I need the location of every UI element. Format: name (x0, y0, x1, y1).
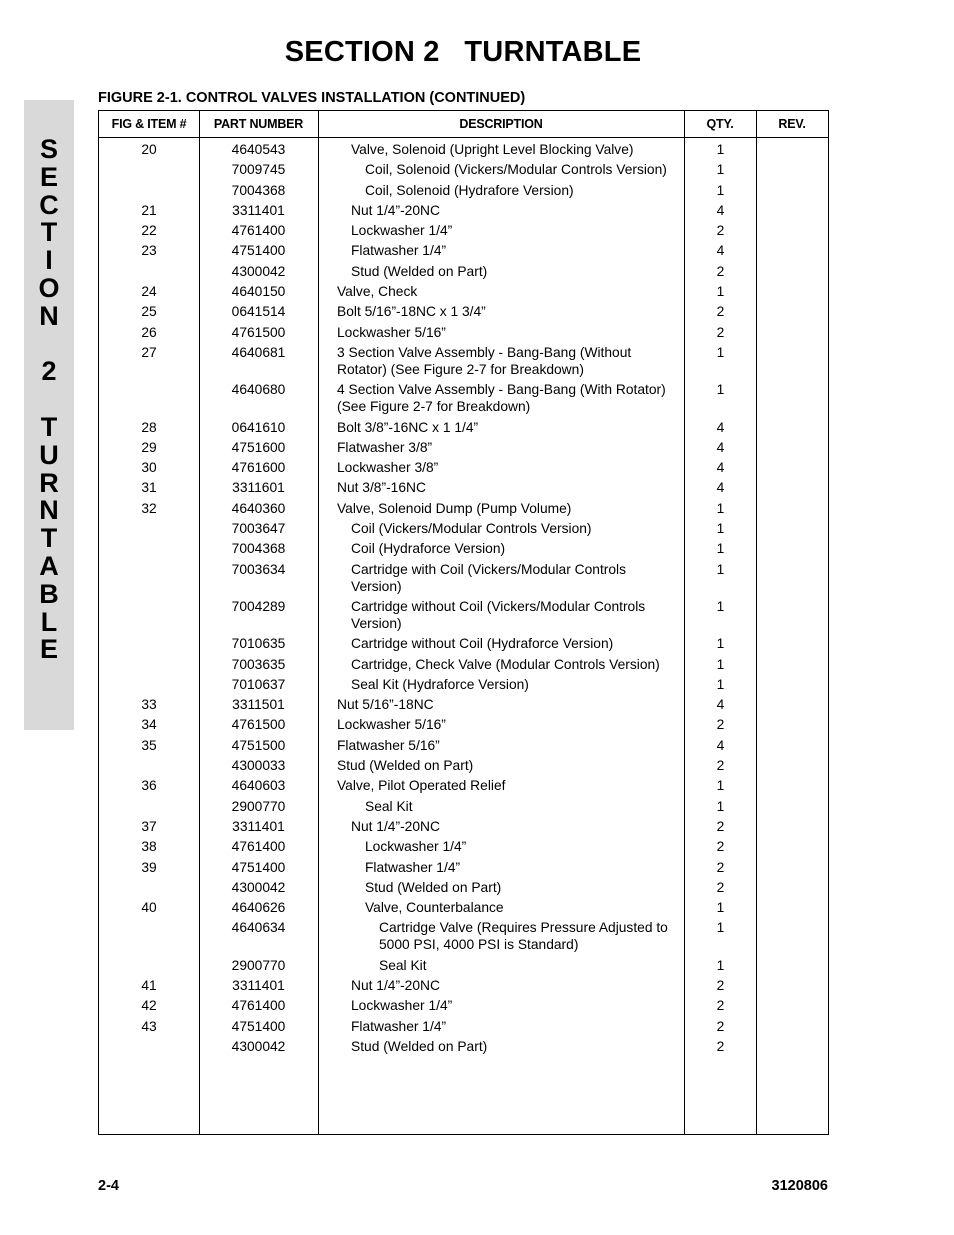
part-number: 4761400 (231, 223, 286, 239)
quantity: 2 (716, 304, 725, 320)
part-number: 4761500 (231, 324, 286, 340)
quantity: 2 (716, 758, 725, 774)
part-number: 7003647 (231, 521, 286, 537)
table-row (99, 899, 828, 919)
part-number: 7004368 (231, 541, 286, 557)
item-number: 36 (141, 778, 157, 794)
description-line: Lockwasher 5/16” (337, 717, 446, 733)
quantity: 1 (716, 778, 725, 794)
part-number: 2900770 (231, 798, 286, 814)
side-tab-letter (24, 331, 74, 359)
part-number: 4761600 (231, 460, 286, 476)
description (319, 1038, 717, 1055)
description-line: Flatwasher 5/16” (337, 737, 440, 753)
part-number: 4751400 (231, 243, 286, 259)
table-body (99, 141, 828, 1058)
part-number: 4300033 (231, 758, 286, 774)
quantity: 2 (716, 263, 725, 279)
description-line: Valve, Check (337, 284, 418, 300)
quantity: 2 (716, 717, 725, 733)
side-tab-letter: I (45, 245, 53, 276)
description (319, 957, 745, 974)
table-row (99, 202, 828, 222)
part-number: 7010635 (231, 636, 286, 652)
description (319, 757, 703, 774)
table-row (99, 439, 828, 459)
table-row (99, 419, 828, 439)
table-row (99, 242, 828, 262)
description-line: Seal Kit (365, 798, 413, 814)
quantity: 4 (716, 243, 725, 259)
item-number: 41 (141, 977, 157, 993)
description-line: Stud (Welded on Part) (365, 879, 502, 895)
description (319, 419, 703, 436)
side-tab-letter: O (38, 272, 60, 303)
quantity: 2 (716, 859, 725, 875)
side-tab-letter: L (40, 606, 58, 637)
item-number: 42 (141, 998, 157, 1014)
description-line: Valve, Counterbalance (365, 900, 504, 916)
item-number: 33 (141, 697, 157, 713)
description-line: Valve, Pilot Operated Relief (337, 778, 506, 794)
table-row (99, 859, 828, 879)
description (319, 676, 717, 693)
description-line: Stud (Welded on Part) (351, 1038, 488, 1054)
description (319, 777, 703, 794)
description-line: Nut 1/4”-20NC (351, 818, 440, 834)
quantity: 2 (716, 977, 725, 993)
table-row (99, 540, 828, 560)
description (319, 818, 717, 835)
section-side-tab (24, 100, 74, 730)
parts-table (98, 110, 829, 1135)
quantity: 1 (716, 541, 725, 557)
description-line: Flatwasher 1/4” (351, 243, 447, 259)
item-number: 40 (141, 900, 157, 916)
description-line: Nut 5/16”-18NC (337, 697, 434, 713)
part-number: 4751600 (231, 439, 286, 455)
item-number: 35 (141, 737, 157, 753)
description-line: Version) (351, 578, 402, 594)
description (319, 635, 717, 652)
header-part-number: PART NUMBER (213, 117, 304, 131)
item-number: 34 (141, 717, 157, 733)
description-line: Seal Kit (Hydraforce Version) (351, 676, 529, 692)
description-line: Coil (Hydraforce Version) (351, 541, 506, 557)
part-number: 7003634 (231, 561, 286, 577)
part-number: 0641610 (231, 419, 286, 435)
table-row (99, 919, 828, 956)
part-number: 4300042 (231, 1038, 286, 1054)
quantity: 2 (716, 223, 725, 239)
quantity: 1 (716, 561, 725, 577)
item-number: 32 (141, 500, 157, 516)
part-number: 3311501 (232, 697, 285, 713)
side-tab-letter: U (39, 439, 59, 470)
description (319, 737, 703, 754)
part-number: 7004289 (231, 598, 286, 614)
description (319, 222, 717, 239)
part-number: 7009745 (231, 162, 286, 178)
page-number: 2-4 (98, 1178, 119, 1194)
description (319, 141, 717, 158)
quantity: 1 (716, 182, 725, 198)
quantity: 1 (716, 656, 725, 672)
description (319, 540, 717, 557)
quantity: 2 (716, 839, 725, 855)
table-row (99, 997, 828, 1017)
table-row (99, 757, 828, 777)
description-line: Stud (Welded on Part) (351, 263, 488, 279)
header-divider (99, 137, 828, 138)
table-row (99, 161, 828, 181)
description (319, 899, 731, 916)
description (319, 997, 717, 1014)
description (319, 459, 703, 476)
section-title: SECTION 2 TURNTABLE (284, 36, 642, 68)
item-number: 24 (141, 284, 157, 300)
item-number: 39 (141, 859, 157, 875)
description (319, 242, 717, 259)
description-line: Bolt 3/8”-16NC x 1 1/4” (337, 419, 479, 435)
description (319, 716, 703, 733)
part-number: 3311401 (232, 202, 285, 218)
part-number: 4640680 (231, 382, 286, 398)
description-line: Lockwasher 1/4” (351, 223, 453, 239)
part-number: 0641514 (231, 304, 286, 320)
part-number: 4640626 (231, 900, 286, 916)
table-row (99, 818, 828, 838)
quantity: 4 (716, 737, 725, 753)
description-line: Rotator) (See Figure 2-7 for Breakdown) (337, 361, 584, 377)
table-row (99, 598, 828, 635)
table-row (99, 696, 828, 716)
header-rev: REV. (778, 117, 806, 131)
description (319, 479, 703, 496)
description-line: Nut 1/4”-20NC (351, 202, 440, 218)
item-number: 22 (141, 223, 157, 239)
description-line: Coil (Vickers/Modular Controls Version) (351, 521, 592, 537)
document-number: 3120806 (771, 1178, 828, 1194)
table-row (99, 344, 828, 381)
description-line: Lockwasher 1/4” (351, 998, 453, 1014)
item-number: 37 (141, 818, 157, 834)
item-number: 28 (141, 419, 157, 435)
quantity: 1 (716, 598, 725, 614)
quantity: 1 (716, 521, 725, 537)
description (319, 798, 731, 815)
quantity: 2 (716, 879, 725, 895)
description (319, 598, 717, 632)
item-number: 29 (141, 439, 157, 455)
description-line: Coil, Solenoid (Vickers/Modular Controls Version) (365, 162, 667, 178)
description (319, 263, 717, 280)
item-number: 23 (141, 243, 157, 259)
description-line: 5000 PSI, 4000 PSI is Standard) (379, 937, 579, 953)
description-line: Bolt 5/16”-18NC x 1 3/4” (337, 304, 486, 320)
side-tab-letter: T (40, 523, 58, 554)
part-number: 4640543 (231, 142, 286, 157)
description (319, 859, 731, 876)
item-number: 43 (141, 1018, 157, 1034)
description (319, 439, 703, 456)
part-number: 3311401 (232, 977, 285, 993)
header-qty: QTY. (706, 117, 734, 131)
side-tab-letter: N (39, 495, 59, 526)
table-row (99, 635, 828, 655)
quantity: 4 (716, 460, 725, 476)
table-row (99, 879, 828, 899)
part-number: 7003635 (231, 656, 286, 672)
part-number: 3311601 (232, 480, 285, 496)
description (319, 283, 703, 300)
description (319, 344, 703, 378)
table-row (99, 676, 828, 696)
description-line: Coil, Solenoid (Hydrafore Version) (365, 182, 574, 198)
description-line: Version) (351, 615, 402, 631)
part-number: 4300042 (231, 263, 286, 279)
table-row (99, 957, 828, 977)
item-number: 20 (141, 142, 157, 157)
item-number: 21 (141, 202, 157, 218)
quantity: 1 (716, 920, 725, 936)
quantity: 4 (716, 419, 725, 435)
quantity: 1 (716, 162, 725, 178)
side-tab-letter (24, 386, 74, 414)
description-line: Flatwasher 3/8” (337, 439, 433, 455)
description-line: Lockwasher 3/8” (337, 460, 439, 476)
description (319, 879, 731, 896)
description (319, 919, 745, 953)
quantity: 1 (716, 142, 725, 157)
table-row (99, 303, 828, 323)
item-number: 25 (141, 304, 157, 320)
part-number: 4761500 (231, 717, 286, 733)
header-description: DESCRIPTION (459, 117, 543, 131)
item-number: 38 (141, 839, 157, 855)
table-row (99, 777, 828, 797)
part-number: 4640681 (231, 344, 286, 360)
description-line: Nut 3/8”-16NC (337, 480, 426, 496)
quantity: 4 (716, 439, 725, 455)
description-line: Cartridge with Coil (Vickers/Modular Controls (351, 561, 627, 577)
quantity: 1 (716, 957, 725, 973)
quantity: 1 (716, 500, 725, 516)
table-row (99, 838, 828, 858)
description (319, 500, 703, 517)
table-row (99, 263, 828, 283)
quantity: 1 (716, 382, 725, 398)
description (319, 303, 703, 320)
table-row (99, 381, 828, 418)
part-number: 4751400 (231, 859, 286, 875)
description (319, 381, 703, 415)
table-row (99, 1018, 828, 1038)
part-number: 7004368 (231, 182, 286, 198)
quantity: 1 (716, 900, 725, 916)
table-row (99, 716, 828, 736)
part-number: 4640634 (231, 920, 286, 936)
description (319, 696, 703, 713)
side-tab-letter: S (39, 134, 58, 164)
description-line: 3 Section Valve Assembly - Bang-Bang (Without (337, 344, 632, 360)
side-tab-letter: E (39, 634, 58, 665)
part-number: 4751400 (231, 1018, 286, 1034)
side-tab-letter: R (39, 467, 59, 498)
description (319, 161, 731, 178)
table-row (99, 222, 828, 242)
part-number: 3311401 (232, 818, 285, 834)
part-number: 4300042 (231, 879, 286, 895)
part-number: 4640603 (231, 778, 286, 794)
description-line: Lockwasher 5/16” (337, 324, 446, 340)
table-row (99, 324, 828, 344)
item-number: 30 (141, 460, 157, 476)
description (319, 977, 717, 994)
description-line: Lockwasher 1/4” (365, 839, 467, 855)
side-tab-letter: N (39, 300, 59, 331)
table-row (99, 798, 828, 818)
description-line: Cartridge Valve (Requires Pressure Adjusted to (379, 920, 668, 936)
table-row (99, 500, 828, 520)
table-row (99, 479, 828, 499)
quantity: 4 (716, 480, 725, 496)
description (319, 838, 731, 855)
table-row (99, 520, 828, 540)
description-line: 4 Section Valve Assembly - Bang-Bang (With Rotator) (337, 382, 666, 398)
quantity: 2 (716, 1038, 725, 1054)
quantity: 1 (716, 344, 725, 360)
table-row (99, 182, 828, 202)
description-line: Seal Kit (379, 957, 427, 973)
quantity: 1 (716, 636, 725, 652)
quantity: 2 (716, 324, 725, 340)
table-row (99, 656, 828, 676)
description (319, 656, 717, 673)
table-row (99, 737, 828, 757)
quantity: 1 (716, 676, 725, 692)
quantity: 4 (716, 697, 725, 713)
part-number: 4761400 (231, 998, 286, 1014)
description-line: Flatwasher 1/4” (351, 1018, 447, 1034)
side-tab-letter: A (39, 550, 59, 581)
side-tab-letters (24, 136, 74, 664)
table-row (99, 459, 828, 479)
part-number: 4640150 (231, 284, 286, 300)
part-number: 4640360 (231, 500, 286, 516)
table-row (99, 977, 828, 997)
part-number: 2900770 (231, 957, 286, 973)
quantity: 2 (716, 818, 725, 834)
side-tab-letter: 2 (41, 356, 57, 387)
quantity: 1 (716, 284, 725, 300)
side-tab-letter: C (39, 189, 59, 220)
side-tab-letter: T (40, 217, 58, 248)
description-line: (See Figure 2-7 for Breakdown) (337, 399, 531, 415)
description-line: Valve, Solenoid Dump (Pump Volume) (337, 500, 572, 516)
side-tab-letter: T (40, 411, 58, 442)
quantity: 2 (716, 1018, 725, 1034)
part-number: 4761400 (231, 839, 286, 855)
table-row (99, 141, 828, 161)
description-line: Valve, Solenoid (Upright Level Blocking Valve) (351, 142, 634, 157)
quantity: 1 (716, 798, 725, 814)
description-line: Nut 1/4”-20NC (351, 977, 440, 993)
description (319, 1018, 717, 1035)
part-number: 7010637 (231, 676, 286, 692)
description-line: Stud (Welded on Part) (337, 758, 474, 774)
header-item: FIG & ITEM # (111, 117, 187, 131)
item-number: 31 (141, 480, 157, 496)
quantity: 4 (716, 202, 725, 218)
side-tab-letter: B (39, 578, 59, 609)
description-line: Cartridge, Check Valve (Modular Controls Version) (351, 656, 660, 672)
description-line: Cartridge without Coil (Hydraforce Version) (351, 636, 614, 652)
description (319, 324, 703, 341)
description (319, 182, 731, 199)
description-line: Flatwasher 1/4” (365, 859, 461, 875)
item-number: 26 (141, 324, 157, 340)
description (319, 561, 717, 595)
description (319, 520, 717, 537)
item-number: 27 (141, 344, 157, 360)
table-row (99, 1038, 828, 1058)
description-line: Cartridge without Coil (Vickers/Modular Controls (351, 598, 646, 614)
figure-title: FIGURE 2-1. CONTROL VALVES INSTALLATION (CONTINUED) (98, 90, 526, 106)
description (319, 202, 717, 219)
table-row (99, 283, 828, 303)
table-row (99, 561, 828, 598)
quantity: 2 (716, 998, 725, 1014)
side-tab-letter: E (39, 161, 58, 192)
part-number: 4751500 (231, 737, 286, 753)
